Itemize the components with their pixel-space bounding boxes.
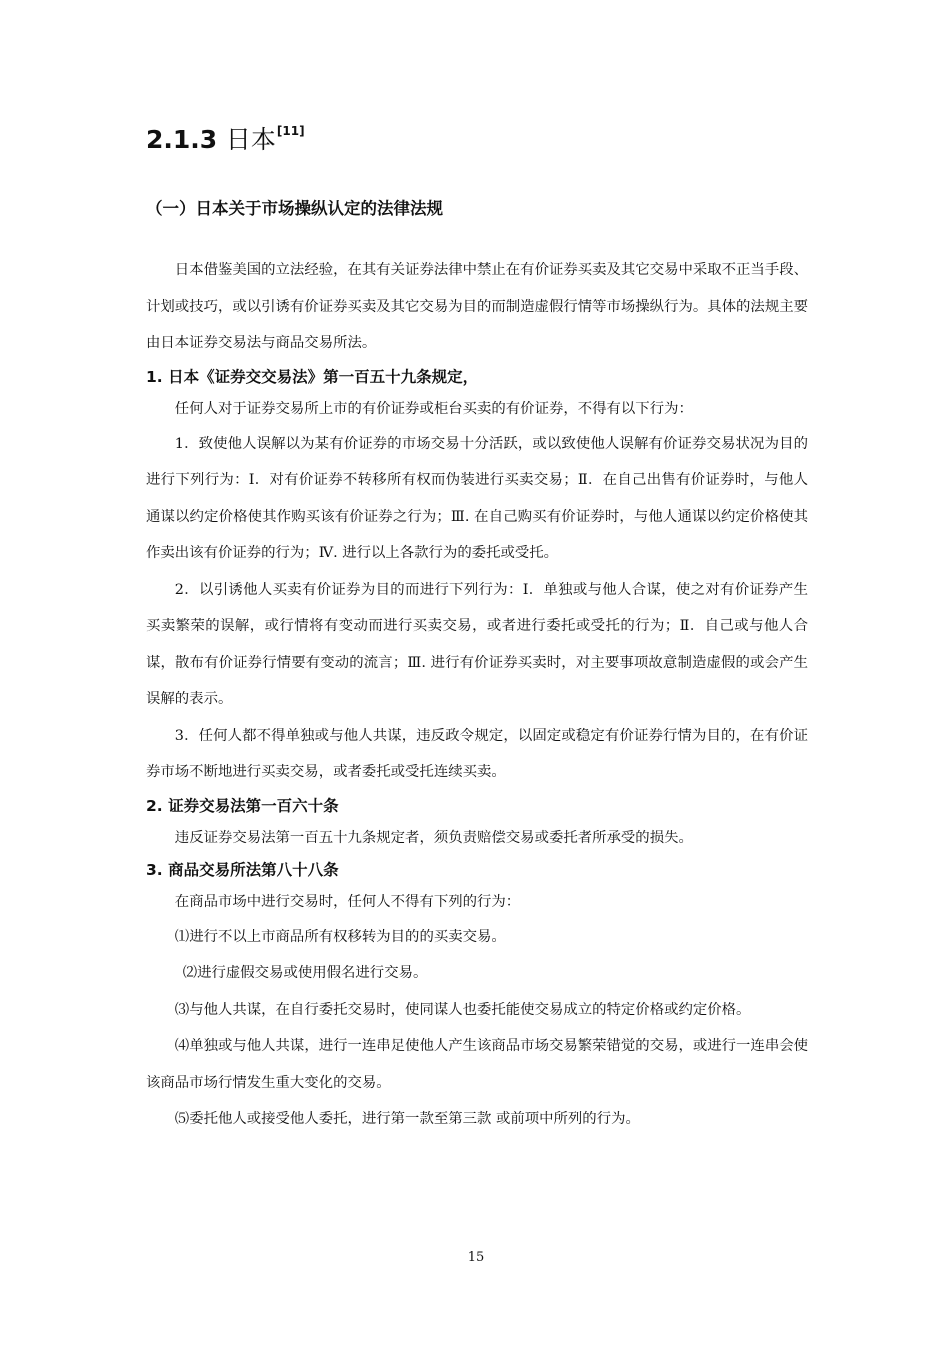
article-88-item-3: ⑶与他人共谋，在自行委托交易时，使同谋人也委托能使交易成立的特定价格或约定价格。: [174, 1001, 751, 1018]
article-159-item-1: 1．致使他人误解以为某有价证券的市场交易十分活跃，或以致使他人误解有价证券交易状况为目的进行下列行为：Ⅰ．对有价证券不转移所有权而伪装进行买卖交易；Ⅱ．在自己出售有价证券时，与他人通谋以约定价格使其作购买该有价证券之行为；Ⅲ. 在自己购买有价证券时，与他人通谋以约定价格使其作卖出该有价证券的行为；Ⅳ. 进行以上各款行为的委托或受托。: [146, 435, 808, 561]
article-160-text: 违反证券交易法第一百五十九条规定者，须负责赔偿交易或委托者所承受的损失。: [174, 829, 693, 846]
section-number: 2.1.3: [146, 125, 218, 154]
citation-reference[interactable]: [11]: [276, 124, 305, 138]
article-88-item-2: ⑵进行虚假交易或使用假名进行交易。: [182, 965, 428, 981]
article-heading-88: 3. 商品交易所法第八十八条: [146, 860, 339, 879]
article-88-item-4: ⑷单独或与他人共谋，进行一连串足使他人产生该商品市场交易繁荣错觉的交易，或进行一连串会使该商品市场行情发生重大变化的交易。: [146, 1038, 808, 1091]
article-88-item-1: ⑴进行不以上市商品所有权移转为目的的买卖交易。: [174, 928, 506, 945]
intro-paragraph: 日本借鉴美国的立法经验，在其有关证券法律中禁止在有价证券买卖及其它交易中采取不正当手段、计划或技巧，或以引诱有价证券买卖及其它交易为目的而制造虚假行情等市场操纵行为。具体的法规主要由日本证券交易法与商品交易所法。: [146, 262, 808, 351]
article-88-lead: 在商品市场中进行交易时，任何人不得有下列的行为：: [174, 893, 521, 910]
article-heading-159: 1. 日本《证券交交易法》第一百五十九条规定，: [146, 367, 479, 386]
section-title: [146, 122, 305, 162]
article-heading-160: 2. 证券交易法第一百六十条: [146, 796, 339, 815]
article-159-item-2: 2．以引诱他人买卖有价证券为目的而进行下列行为：Ⅰ．单独或与他人合谋，使之对有价证券产生买卖繁荣的误解，或行情将有变动而进行买卖交易，或者进行委托或受托的行为；Ⅱ．自己或与他人合谋，散布有价证券行情要有变动的流言；Ⅲ. 进行有价证券买卖时，对主要事项故意制造虚假的或会产生误解的表示。: [146, 581, 808, 707]
section-name: 日本: [225, 125, 276, 154]
page-number: 15: [467, 1250, 485, 1265]
subsection-heading: （一）日本关于市场操纵认定的法律法规: [146, 199, 443, 218]
article-159-lead: 任何人对于证券交易所上市的有价证券或柜台买卖的有价证券，不得有以下行为：: [174, 400, 693, 417]
article-159-item-3: 3．任何人都不得单独或与他人共谋，违反政令规定，以固定或稳定有价证券行情为目的，在有价证券市场不断地进行买卖交易，或者委托或受托连续买卖。: [146, 727, 808, 780]
document-body: [146, 252, 808, 1138]
article-88-item-5: ⑸委托他人或接受他人委托，进行第一款至第三款 或前项中所列的行为。: [174, 1111, 640, 1127]
